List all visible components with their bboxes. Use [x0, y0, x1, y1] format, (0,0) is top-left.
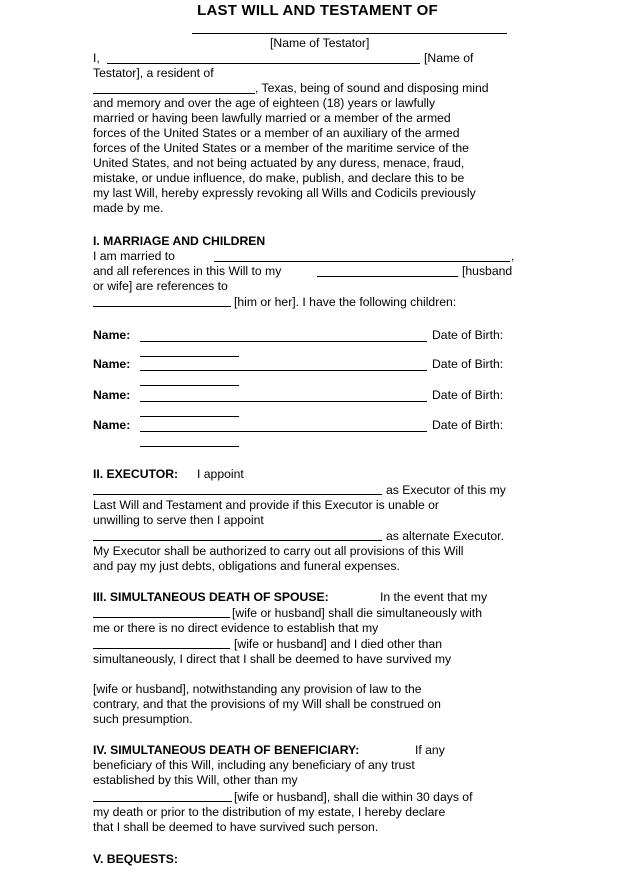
intro-line-6: forces of the United States or a member of an auxiliary of the armed — [93, 126, 460, 140]
s2-line-4: unwilling to serve then I appoint — [93, 513, 264, 527]
child-4-name-line — [140, 431, 427, 432]
s3-line-2: [wife or husband] shall die simultaneously with — [232, 606, 482, 620]
residence-blank — [93, 93, 255, 94]
s1-husband: [husband — [462, 264, 513, 278]
intro-line-5: married or having been lawfully married or a member of the armed — [93, 111, 451, 125]
child-1-name-line — [140, 341, 427, 342]
intro-line-11: made by me. — [93, 201, 164, 215]
child-3-dob-label: Date of Birth: — [432, 388, 504, 402]
s4-line-2: beneficiary of this Will, including any beneficiary of any trust — [93, 758, 415, 772]
s4-line-1: If any — [415, 743, 445, 757]
child-1-name-label: Name: — [93, 328, 131, 342]
section-1-heading: I. MARRIAGE AND CHILDREN — [93, 234, 266, 248]
section-3-heading: III. SIMULTANEOUS DEATH OF SPOUSE: — [93, 590, 329, 604]
s4-line-6: that I shall be deemed to have survived such person. — [93, 820, 379, 834]
alternate-executor-blank — [93, 540, 382, 541]
s4-line-4: [wife or husband], shall die within 30 days of — [234, 790, 473, 804]
intro-line-7: forces of the United States or a member of the maritime service of the — [93, 141, 469, 155]
intro-line-1b: [Name of — [424, 51, 474, 65]
intro-line-3: , Texas, being of sound and disposing mind — [255, 81, 489, 95]
child-3-name-line — [140, 401, 427, 402]
testator-blank — [107, 63, 420, 64]
s2-appoint: I appoint — [197, 467, 244, 481]
s3-line-8: such presumption. — [93, 712, 193, 726]
s2-as-executor: as Executor of this my — [386, 483, 506, 497]
child-2-name-line — [140, 370, 427, 371]
intro-line-1: I, — [93, 51, 100, 65]
child-1-name-line-2 — [140, 356, 239, 357]
s1-comma: , — [511, 249, 515, 263]
s3-line-3: me or there is no direct evidence to establish that my — [93, 621, 379, 635]
s2-line-3: Last Will and Testament and provide if this Executor is unable or — [93, 498, 439, 512]
section-5-heading: V. BEQUESTS: — [93, 852, 178, 866]
references-blank — [93, 306, 231, 307]
child-3-name-label: Name: — [93, 388, 131, 402]
s3-line-1: In the event that my — [380, 590, 488, 604]
s3-line-7: contrary, and that the provisions of my Will shall be construed on — [93, 697, 441, 711]
s2-line-6: My Executor shall be authorized to carry out all provisions of this Will — [93, 544, 464, 558]
s4-line-5: my death or prior to the distribution of my estate, I hereby declare — [93, 805, 446, 819]
s3-line-4: [wife or husband] and I died other than — [234, 637, 443, 651]
s3-blank-2 — [93, 648, 230, 649]
s4-line-3: established by this Will, other than my — [93, 773, 298, 787]
child-4-dob-label: Date of Birth: — [432, 418, 504, 432]
child-1-dob-label: Date of Birth: — [432, 328, 504, 342]
intro-line-10: my last Will, hereby expressly revoking all Wills and Codicils previously — [93, 186, 476, 200]
s1-references: and all references in this Will to my — [93, 264, 282, 278]
child-4-name-label: Name: — [93, 418, 131, 432]
s2-line-7: and pay my just debts, obligations and funeral expenses. — [93, 559, 400, 573]
child-2-dob-label: Date of Birth: — [432, 357, 504, 371]
testator-name-line — [192, 33, 507, 34]
intro-line-8: United States, and not being actuated by any duress, menace, fraud, — [93, 156, 465, 170]
name-of-testator-label: [Name of Testator] — [270, 36, 370, 50]
section-4-heading: IV. SIMULTANEOUS DEATH OF BENEFICIARY: — [93, 743, 360, 757]
s1-married-to: I am married to — [93, 249, 175, 263]
s3-line-6: [wife or husband], notwithstanding any provision of law to the — [93, 682, 422, 696]
s1-or-wife: or wife] are references to — [93, 279, 228, 293]
intro-line-4: and memory and over the age of eighteen (18) years or lawfully — [93, 96, 436, 110]
s1-children: [him or her]. I have the following children: — [234, 295, 457, 309]
intro-line-2: Testator], a resident of — [93, 66, 214, 80]
intro-line-9: mistake, or undue influence, do make, publish, and declare this to be — [93, 171, 465, 185]
husband-wife-blank — [317, 276, 458, 277]
s2-alternate: as alternate Executor. — [386, 529, 504, 543]
executor-blank — [93, 494, 382, 495]
child-3-name-line-2 — [140, 416, 239, 417]
child-2-name-label: Name: — [93, 357, 131, 371]
document-title: LAST WILL AND TESTAMENT OF — [197, 2, 438, 19]
section-2-heading: II. EXECUTOR: — [93, 467, 179, 481]
child-4-name-line-2 — [140, 446, 239, 447]
child-2-name-line-2 — [140, 385, 239, 386]
s3-line-5: simultaneously, I direct that I shall be deemed to have survived my — [93, 652, 452, 666]
spouse-blank — [214, 261, 510, 262]
s3-blank-1 — [93, 617, 230, 618]
s4-blank — [93, 801, 232, 802]
